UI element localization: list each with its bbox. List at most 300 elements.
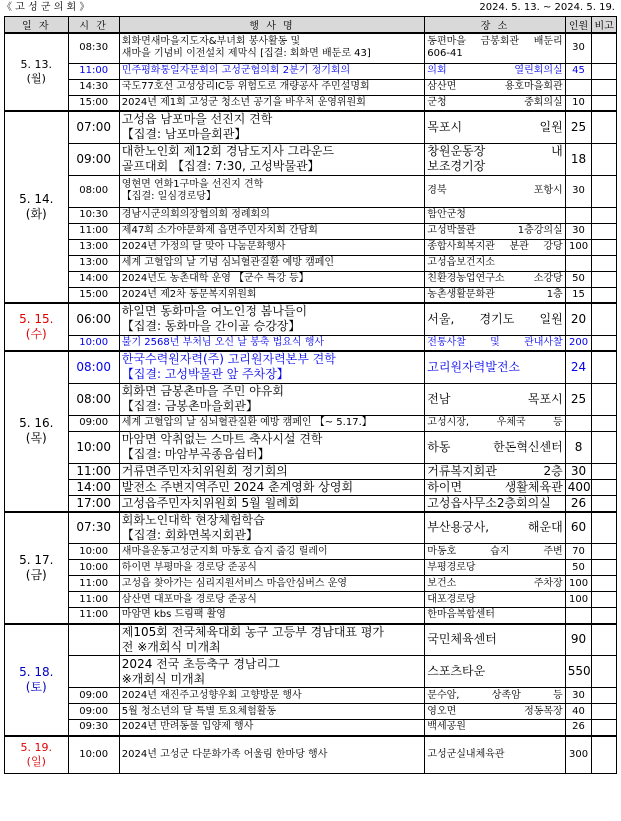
place-line: 부평경로당 bbox=[427, 561, 476, 573]
place-line: 함안군청 bbox=[427, 209, 466, 220]
event-line: 하이면 부평마을 경로당 준공식 bbox=[121, 561, 257, 573]
place-line: 군청 중회의실 bbox=[427, 96, 563, 108]
day-cell bbox=[5, 351, 69, 512]
event-line: 삼산면 대포마을 경로당 준공식 bbox=[121, 593, 257, 605]
place-cell bbox=[425, 656, 565, 688]
event-cell bbox=[119, 736, 424, 774]
note-cell bbox=[592, 495, 617, 512]
note-cell bbox=[592, 431, 617, 463]
event-cell bbox=[119, 495, 424, 512]
time-cell: 15:00 bbox=[68, 95, 119, 111]
table-row bbox=[5, 33, 617, 63]
event-line: 거류면주민자치위원회 정기회의 bbox=[121, 463, 288, 478]
count-cell: 30 bbox=[565, 175, 592, 207]
note-cell bbox=[592, 111, 617, 143]
note-cell bbox=[592, 463, 617, 479]
place-cell bbox=[425, 351, 565, 383]
event-cell bbox=[119, 239, 424, 255]
table-row bbox=[5, 720, 617, 736]
table-row bbox=[5, 592, 617, 608]
place-cell bbox=[425, 624, 565, 656]
event-line: 마암면 kbs 드림팩 촬영 bbox=[121, 609, 226, 621]
count-cell: 40 bbox=[565, 704, 592, 720]
schedule-table bbox=[4, 16, 617, 774]
table-row bbox=[5, 495, 617, 512]
time-cell: 17:00 bbox=[68, 495, 119, 512]
place-cell bbox=[425, 79, 565, 95]
table-row bbox=[5, 560, 617, 576]
time-cell: 07:00 bbox=[68, 111, 119, 143]
day-cell bbox=[5, 303, 69, 351]
table-row bbox=[5, 79, 617, 95]
note-cell bbox=[592, 704, 617, 720]
time-cell: 13:00 bbox=[68, 239, 119, 255]
time-cell: 10:30 bbox=[68, 207, 119, 223]
note-cell bbox=[592, 624, 617, 656]
note-cell bbox=[592, 33, 617, 63]
event-line-2: 【집결: 회화면복지회관】 bbox=[121, 527, 258, 542]
count-cell: 8 bbox=[565, 431, 592, 463]
event-cell bbox=[119, 271, 424, 287]
event-line: 발전소 주변지역주민 2024 춘계영화 상영회 bbox=[121, 479, 354, 494]
event-line-2: 【집결: 고성박물관 앞 주차장】 bbox=[121, 367, 289, 382]
event-cell bbox=[119, 608, 424, 624]
note-cell bbox=[592, 143, 617, 175]
event-cell bbox=[119, 111, 424, 143]
event-cell bbox=[119, 720, 424, 736]
time-cell: 09:00 bbox=[68, 704, 119, 720]
count-cell bbox=[565, 608, 592, 624]
event-line-2: ※개회식 미개최 bbox=[121, 671, 206, 686]
event-line: 2024년 제2차 동문복지위원회 bbox=[121, 288, 257, 300]
note-cell bbox=[592, 688, 617, 704]
time-cell: 08:30 bbox=[68, 33, 119, 63]
table-row bbox=[5, 624, 617, 656]
time-cell: 09:00 bbox=[68, 688, 119, 704]
place-cell bbox=[425, 63, 565, 79]
event-cell bbox=[119, 207, 424, 223]
note-cell bbox=[592, 95, 617, 111]
count-cell: 30 bbox=[565, 463, 592, 479]
note-cell bbox=[592, 720, 617, 736]
event-cell bbox=[119, 143, 424, 175]
count-cell: 100 bbox=[565, 592, 592, 608]
day-cell bbox=[5, 736, 69, 774]
place-cell bbox=[425, 415, 565, 431]
event-cell bbox=[119, 351, 424, 383]
place-line: 친환경농업연구소 소강당 bbox=[427, 273, 563, 284]
time-cell: 09:30 bbox=[68, 720, 119, 736]
event-cell bbox=[119, 544, 424, 560]
day-date: 5. 13. bbox=[20, 58, 53, 71]
place-cell bbox=[425, 303, 565, 335]
note-cell bbox=[592, 479, 617, 495]
place-cell bbox=[425, 431, 565, 463]
event-line: 마암면 악취없는 스마트 축사시설 견학 bbox=[121, 432, 323, 446]
time-cell: 06:00 bbox=[68, 303, 119, 335]
event-cell bbox=[119, 656, 424, 688]
time-cell: 11:00 bbox=[68, 592, 119, 608]
day-weekday: (월) bbox=[26, 72, 46, 85]
event-cell bbox=[119, 479, 424, 495]
event-line: 5월 청소년의 달 특별 토요체험활동 bbox=[121, 705, 277, 717]
note-cell bbox=[592, 415, 617, 431]
count-cell: 26 bbox=[565, 720, 592, 736]
count-cell: 20 bbox=[565, 303, 592, 335]
event-line: 세계 고혈압의 날 심뇌혈관질환 예방 캠페인 【~ 5.17.】 bbox=[121, 417, 372, 428]
time-cell: 11:00 bbox=[68, 223, 119, 239]
note-cell bbox=[592, 592, 617, 608]
place-line: 동편마을 금봉회관 배둔리 606-41 bbox=[427, 36, 563, 60]
place-line: 하이면 생활체육관 bbox=[427, 479, 563, 494]
count-cell: 10 bbox=[565, 95, 592, 111]
place-cell bbox=[425, 560, 565, 576]
event-cell bbox=[119, 592, 424, 608]
count-cell: 18 bbox=[565, 143, 592, 175]
count-cell: 70 bbox=[565, 544, 592, 560]
place-cell bbox=[425, 143, 565, 175]
event-cell bbox=[119, 95, 424, 111]
place-line: 창원운동장 내 bbox=[427, 144, 563, 158]
place-line: 부산용궁사, 해운대 bbox=[427, 520, 563, 535]
event-line-2: 골프대회 【집결: 7:30, 고성박물관】 bbox=[121, 159, 320, 173]
count-cell: 30 bbox=[565, 688, 592, 704]
place-cell bbox=[425, 175, 565, 207]
count-cell: 400 bbox=[565, 479, 592, 495]
event-cell bbox=[119, 512, 424, 544]
count-cell bbox=[565, 255, 592, 271]
place-cell bbox=[425, 495, 565, 512]
time-cell: 14:30 bbox=[68, 79, 119, 95]
time-cell bbox=[68, 656, 119, 688]
table-row bbox=[5, 512, 617, 544]
place-cell bbox=[425, 33, 565, 63]
place-cell bbox=[425, 383, 565, 415]
note-cell bbox=[592, 79, 617, 95]
place-cell bbox=[425, 111, 565, 143]
header-row bbox=[5, 17, 617, 34]
day-date: 5. 17. bbox=[19, 552, 54, 567]
time-cell bbox=[68, 624, 119, 656]
note-cell bbox=[592, 383, 617, 415]
event-cell bbox=[119, 303, 424, 335]
place-cell bbox=[425, 207, 565, 223]
time-cell: 14:00 bbox=[68, 479, 119, 495]
count-cell: 45 bbox=[565, 63, 592, 79]
table-row bbox=[5, 143, 617, 175]
col-day: 일 자 bbox=[5, 17, 69, 34]
event-line: 2024년도 농촌대학 운영 【군수 특강 등】 bbox=[121, 273, 309, 284]
event-line: 2024년 재진주고성향우회 고향방문 행사 bbox=[121, 689, 302, 701]
place-line: 경북 포항시 bbox=[427, 185, 563, 196]
event-line: 하일면 동화마을 여노인정 봄나들이 bbox=[121, 304, 308, 319]
event-line-2: 【집결: 남포마을회관】 bbox=[121, 127, 247, 142]
event-line: 회화면 금봉촌마을 주민 야유회 bbox=[121, 384, 284, 398]
time-cell: 07:30 bbox=[68, 512, 119, 544]
place-cell bbox=[425, 688, 565, 704]
place-line: 한마음복합센터 bbox=[427, 609, 495, 621]
note-cell bbox=[592, 736, 617, 774]
table-row bbox=[5, 271, 617, 287]
time-cell: 10:00 bbox=[68, 431, 119, 463]
count-cell: 25 bbox=[565, 111, 592, 143]
table-row bbox=[5, 479, 617, 495]
count-cell bbox=[565, 207, 592, 223]
table-row bbox=[5, 223, 617, 239]
event-line-2: 【집결: 동화마을 간이골 승강장】 bbox=[121, 319, 301, 334]
table-row bbox=[5, 431, 617, 463]
event-line-2: 새마을 기념비 이전설치 제막식 [집결: 회화면 배둔로 43] bbox=[121, 48, 371, 60]
table-row bbox=[5, 576, 617, 592]
count-cell: 30 bbox=[565, 223, 592, 239]
place-line: 삼산면 용호마을회관 bbox=[427, 81, 563, 92]
event-line: 2024 전국 초등축구 경남리그 bbox=[121, 656, 280, 671]
place-line: 백세공원 bbox=[427, 721, 466, 733]
day-date: 5. 14. bbox=[19, 192, 54, 206]
count-cell: 30 bbox=[565, 33, 592, 63]
event-cell bbox=[119, 255, 424, 271]
place-line: 대포경로당 bbox=[427, 593, 476, 605]
table-row bbox=[5, 351, 617, 383]
place-line: 농촌생활문화관 1층 bbox=[427, 288, 563, 300]
day-weekday: (토) bbox=[25, 679, 47, 694]
note-cell bbox=[592, 287, 617, 303]
note-cell bbox=[592, 303, 617, 335]
place-cell bbox=[425, 592, 565, 608]
time-cell: 10:00 bbox=[68, 736, 119, 774]
place-line: 국민체육센터 bbox=[427, 632, 497, 647]
place-line: 거류복지회관 2층 bbox=[427, 463, 563, 478]
place-line: 고성읍사무소2층회의실 bbox=[427, 495, 551, 510]
count-cell: 24 bbox=[565, 351, 592, 383]
event-line-2: 【집결: 마암부곡종음쉼터】 bbox=[121, 447, 270, 461]
event-cell bbox=[119, 33, 424, 63]
note-cell bbox=[592, 560, 617, 576]
note-cell bbox=[592, 512, 617, 544]
event-line: 새마을운동고성군지회 마동호 습지 줍깅 릴레이 bbox=[121, 545, 328, 557]
table-row bbox=[5, 287, 617, 303]
note-cell bbox=[592, 608, 617, 624]
event-cell bbox=[119, 383, 424, 415]
place-cell bbox=[425, 608, 565, 624]
event-cell bbox=[119, 688, 424, 704]
place-cell bbox=[425, 271, 565, 287]
event-line: 제105회 전국체육대회 농구 고등부 경남대표 평가 bbox=[121, 624, 385, 639]
table-row bbox=[5, 335, 617, 351]
place-cell bbox=[425, 704, 565, 720]
table-row bbox=[5, 303, 617, 335]
place-line: 고리원자력발전소 bbox=[427, 359, 521, 374]
event-cell bbox=[119, 287, 424, 303]
event-cell bbox=[119, 223, 424, 239]
place-line: 하동 한돈혁신센터 bbox=[427, 439, 563, 454]
count-cell: 26 bbox=[565, 495, 592, 512]
page-header bbox=[0, 0, 621, 16]
count-cell: 550 bbox=[565, 656, 592, 688]
table-row bbox=[5, 95, 617, 111]
table-row bbox=[5, 255, 617, 271]
place-cell bbox=[425, 95, 565, 111]
place-line: 전통사찰 및 관내사찰 bbox=[427, 336, 563, 348]
place-line: 마동호 습지 주변 bbox=[427, 545, 563, 557]
time-cell: 09:00 bbox=[68, 415, 119, 431]
table-row bbox=[5, 656, 617, 688]
time-cell: 11:00 bbox=[68, 463, 119, 479]
day-cell bbox=[5, 111, 69, 303]
event-cell bbox=[119, 415, 424, 431]
day-cell bbox=[5, 624, 69, 736]
day-cell bbox=[5, 33, 69, 111]
note-cell bbox=[592, 335, 617, 351]
count-cell: 50 bbox=[565, 560, 592, 576]
event-cell bbox=[119, 431, 424, 463]
period-label: 2024. 5. 13. ~ 2024. 5. 19. bbox=[479, 2, 615, 13]
place-cell bbox=[425, 544, 565, 560]
time-cell: 08:00 bbox=[68, 383, 119, 415]
count-cell bbox=[565, 79, 592, 95]
place-cell bbox=[425, 720, 565, 736]
place-cell bbox=[425, 463, 565, 479]
event-line-2: 【집결: 금봉촌마을회관】 bbox=[121, 399, 258, 413]
event-line: 회화면새마을지도자&부녀회 봉사활동 및 bbox=[121, 36, 301, 48]
col-place: 장 소 bbox=[425, 17, 565, 34]
time-cell: 10:00 bbox=[68, 335, 119, 351]
table-row bbox=[5, 704, 617, 720]
table-row bbox=[5, 175, 617, 207]
table-row bbox=[5, 463, 617, 479]
event-line: 2024년 반려동물 입양제 행사 bbox=[121, 721, 254, 733]
note-cell bbox=[592, 223, 617, 239]
note-cell bbox=[592, 207, 617, 223]
count-cell: 100 bbox=[565, 576, 592, 592]
day-weekday: (화) bbox=[25, 207, 47, 221]
place-cell bbox=[425, 736, 565, 774]
place-cell bbox=[425, 239, 565, 255]
event-line-2: 【집결: 일심경로당】 bbox=[121, 191, 216, 202]
time-cell: 11:00 bbox=[68, 63, 119, 79]
day-cell bbox=[5, 512, 69, 624]
time-cell: 13:00 bbox=[68, 255, 119, 271]
count-cell bbox=[565, 415, 592, 431]
time-cell: 14:00 bbox=[68, 271, 119, 287]
col-note: 비고 bbox=[592, 17, 617, 34]
place-line: 고성시장, 우체국 등 bbox=[427, 417, 563, 428]
count-cell: 25 bbox=[565, 383, 592, 415]
event-line: 제47회 소가야문화제 읍면주민자치회 간담회 bbox=[121, 225, 318, 236]
note-cell bbox=[592, 63, 617, 79]
place-line: 전남 목포시 bbox=[427, 391, 563, 406]
place-cell bbox=[425, 287, 565, 303]
note-cell bbox=[592, 656, 617, 688]
table-row bbox=[5, 544, 617, 560]
place-cell bbox=[425, 479, 565, 495]
count-cell: 50 bbox=[565, 271, 592, 287]
note-cell bbox=[592, 544, 617, 560]
table-row bbox=[5, 383, 617, 415]
event-line: 한국수력원자력(주) 고리원자력본부 견학 bbox=[121, 352, 336, 367]
day-weekday: (일) bbox=[26, 754, 46, 768]
place-line-2: 보조경기장 bbox=[427, 159, 486, 173]
event-line: 2024년 제1회 고성군 청소년 공기을 바우처 운영위원회 bbox=[121, 96, 366, 108]
table-row bbox=[5, 608, 617, 624]
event-line: 민주평화통일자문회의 고성군협의회 2분기 정기회의 bbox=[121, 65, 351, 76]
count-cell: 90 bbox=[565, 624, 592, 656]
table-row bbox=[5, 207, 617, 223]
time-cell: 11:00 bbox=[68, 576, 119, 592]
count-cell: 300 bbox=[565, 736, 592, 774]
event-cell bbox=[119, 576, 424, 592]
event-cell bbox=[119, 560, 424, 576]
event-line-2: 전 ※개회식 미개최 bbox=[121, 639, 221, 654]
place-cell bbox=[425, 255, 565, 271]
day-weekday: (목) bbox=[25, 431, 47, 446]
table-row bbox=[5, 736, 617, 774]
event-line: 세계 고혈압의 날 기념 심뇌혈관질환 예방 캠페인 bbox=[121, 257, 335, 268]
time-cell: 15:00 bbox=[68, 287, 119, 303]
count-cell: 60 bbox=[565, 512, 592, 544]
place-line: 의회 열린회의실 bbox=[427, 65, 563, 76]
event-cell bbox=[119, 463, 424, 479]
table-row bbox=[5, 63, 617, 79]
event-line: 고성읍 남포마을 선진지 견학 bbox=[121, 112, 273, 127]
event-line: 영현면 연화1구마을 선진지 견학 bbox=[121, 179, 264, 190]
col-event: 행 사 명 bbox=[119, 17, 424, 34]
event-cell bbox=[119, 335, 424, 351]
place-line: 고성군실내체육관 bbox=[427, 748, 505, 760]
event-line: 대한노인회 제12회 경남도지사 그라운드 bbox=[121, 144, 334, 158]
day-date: 5. 18. bbox=[19, 664, 54, 679]
event-line: 경남시군의회의장협의회 정례회의 bbox=[121, 209, 270, 220]
schedule-body bbox=[5, 33, 617, 774]
count-cell: 200 bbox=[565, 335, 592, 351]
event-cell bbox=[119, 704, 424, 720]
col-time: 시 간 bbox=[68, 17, 119, 34]
time-cell: 11:00 bbox=[68, 608, 119, 624]
note-cell bbox=[592, 271, 617, 287]
note-cell bbox=[592, 255, 617, 271]
table-row bbox=[5, 239, 617, 255]
count-cell: 15 bbox=[565, 287, 592, 303]
time-cell: 10:00 bbox=[68, 560, 119, 576]
day-date: 5. 19. bbox=[20, 740, 53, 754]
place-cell bbox=[425, 512, 565, 544]
event-line: 회화노인대학 현장체험학습 bbox=[121, 512, 265, 527]
place-line: 종합사회복지관 분관 강당 bbox=[427, 241, 563, 252]
event-cell bbox=[119, 624, 424, 656]
col-count: 인원 bbox=[565, 17, 592, 34]
place-line: 고성읍보건지소 bbox=[427, 257, 495, 268]
place-line: 목포시 일원 bbox=[427, 119, 563, 134]
event-cell bbox=[119, 175, 424, 207]
place-cell bbox=[425, 335, 565, 351]
note-cell bbox=[592, 175, 617, 207]
event-cell bbox=[119, 63, 424, 79]
place-line: 고성박물관 1층강의실 bbox=[427, 225, 563, 236]
event-line: 2024년 가정의 달 맞아 나눔문화행사 bbox=[121, 241, 286, 252]
note-cell bbox=[592, 351, 617, 383]
note-cell bbox=[592, 239, 617, 255]
time-cell: 08:00 bbox=[68, 175, 119, 207]
day-weekday: (금) bbox=[25, 567, 47, 582]
place-line: 서울, 경기도 일원 bbox=[427, 311, 563, 326]
place-line: 영오면 정동목장 bbox=[427, 705, 563, 717]
time-cell: 10:00 bbox=[68, 544, 119, 560]
place-line: 스포츠타운 bbox=[427, 664, 486, 678]
event-line: 고성읍주민자치위원회 5월 월례회 bbox=[121, 495, 300, 510]
place-line: 보건소 주차장 bbox=[427, 577, 563, 589]
time-cell: 09:00 bbox=[68, 143, 119, 175]
org-title: 《 고 성 군 의 회 》 bbox=[2, 2, 90, 13]
